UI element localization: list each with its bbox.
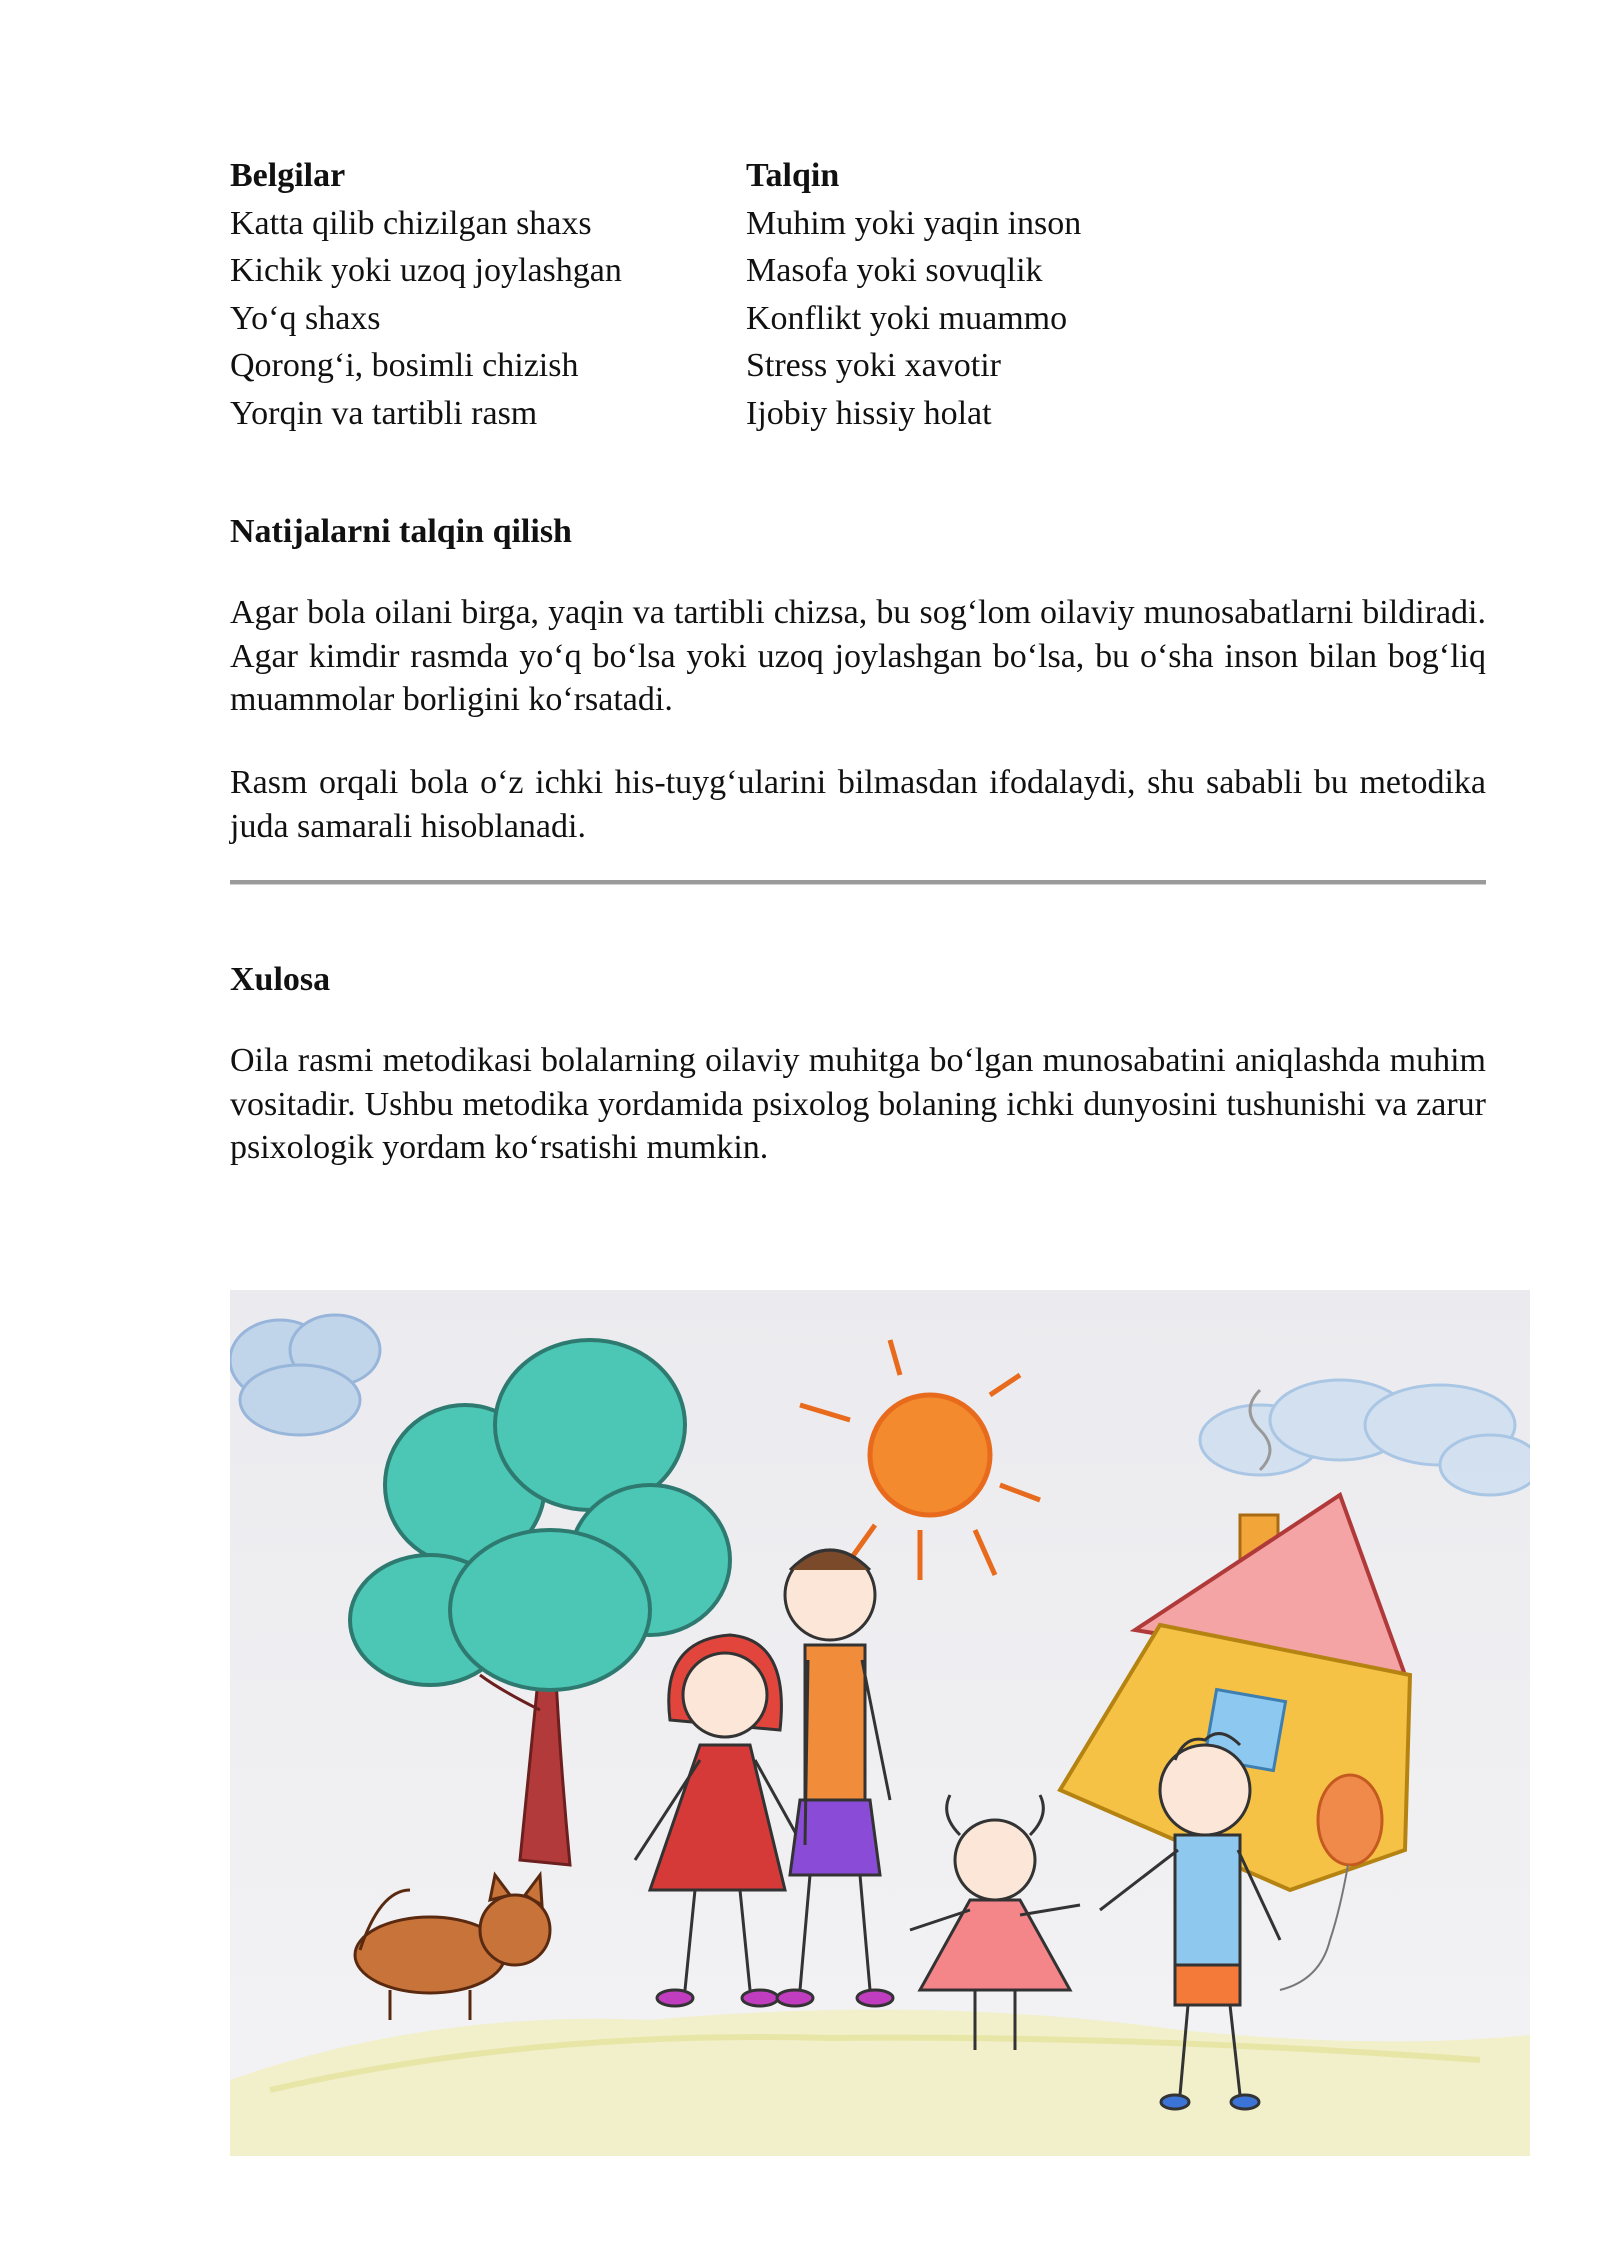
table-row [230,295,1081,343]
table-cell-sign: Qorong‘i, bosimli chizish [230,347,579,384]
table-header-row [230,152,1081,200]
horizontal-rule [230,880,1486,885]
section-heading-conclusion: Xulosa [230,961,331,998]
table-cell-sign: Yo‘q shaxs [230,299,381,337]
table-cell-interpretation: Ijobiy hissiy holat [746,394,992,432]
section-heading-interpretation: Natijalarni talqin qilish [230,513,572,550]
table-cell-interpretation: Muhim yoki yaqin inson [746,204,1082,242]
table-row [230,200,1081,248]
table-cell-interpretation: Stress yoki xavotir [746,347,1001,384]
table-cell-sign: Kichik yoki uzoq joylashgan [230,252,622,289]
table-cell-sign: Yorqin va tartibli rasm [230,394,538,432]
table-header-interpretation: Talqin [746,157,840,194]
table-row [230,247,1081,295]
table-cell-interpretation: Konflikt yoki muammo [746,299,1068,337]
table-row [230,342,1081,390]
family-drawing-image [230,1290,1530,2156]
paragraph-interpretation-1: Agar bola oilani birga, yaqin va tartibli chizsa, bu sog‘lom oilaviy munosabatlarni bildiradi. Agar kimdir rasmda yo‘q bo‘lsa yoki uzoq joylashgan bo‘lsa, bu o‘sha inson bilan bog‘liq muammolar borligini ko‘rsatadi. [230,594,1486,718]
table-header-signs: Belgilar [230,157,346,194]
table-cell-sign: Katta qilib chizilgan shaxs [230,204,592,242]
signs-table [230,152,1081,437]
table-row [230,390,1081,438]
table-cell-interpretation: Masofa yoki sovuqlik [746,252,1043,289]
paragraph-conclusion: Oila rasmi metodikasi bolalarning oilaviy muhitga bo‘lgan munosabatini aniqlashda muhim vositadir. Ushbu metodika yordamida psixolog bolaning ichki dunyosini tushunishi va zarur psixologik yordam ko‘rsatishi mumkin. [230,1042,1486,1166]
paragraph-interpretation-2: Rasm orqali bola o‘z ichki his-tuyg‘ularini bilmasdan ifodalaydi, shu sababli bu metodika juda samarali hisoblanadi. [230,764,1486,845]
